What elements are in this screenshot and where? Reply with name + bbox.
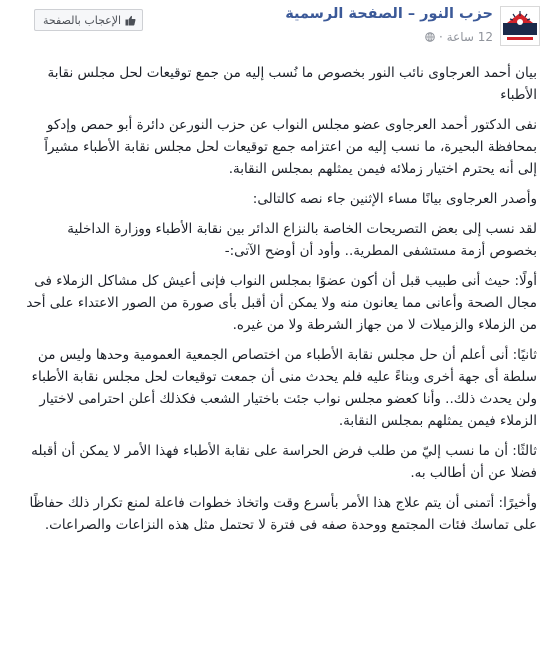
post-paragraph: نفى الدكتور أحمد العرجاوى عضو مجلس النواب عن حزب النورعن دائرة أبو حمص وإدكو بمحافظة البحيرة، ما نسب إليه من اعتزامه جمع توقيعات لحل مجلس نقابة الأطباء مشيراً إلى أنه يحترم اختيار زملائه فيمن يمثلهم بمجلس النقابة.	[44, 117, 537, 177]
post-paragraph: ثالثًا: أن ما نسب إليّ من طلب فرض الحراسة على نقابة الأطباء فهذا الأمر لا يمكن أن أقبله فضلا عن أن أطالب به.	[31, 443, 537, 481]
party-logo-icon	[501, 7, 539, 45]
post-meta	[425, 30, 493, 44]
post-paragraph: وأصدر العرجاوى بيانًا مساء الإثنين جاء نصه كالتالى:	[252, 191, 537, 207]
post-paragraph: لقد نسب إلى بعض التصريحات الخاصة بالنزاع الدائر بين نقابة الأطباء ووزارة الداخلية بخصوص أزمة مستشفى المطرية.. وأود أن أوضح الآتى:-	[67, 221, 537, 259]
post-paragraph: بيان أحمد العرجاوى نائب النور بخصوص ما نُسب إليه من جمع توقيعات لحل مجلس نقابة الأطباء	[47, 65, 537, 103]
meta-separator: ·	[438, 30, 443, 44]
post-paragraph: ثانيًا: أنى أعلم أن حل مجلس نقابة الأطباء من اختصاص الجمعية العمومية وحدها وليس من سلطة أى جهة أخرى وبناءً عليه فلم يحدث منى أن جمعت توقيعات لحل مجلس نقابة الأطباء ولن يحدث ذلك.. وأنا كعضو مجلس نواب جئت باختيار الشعب فكذلك أعلن احترامى لاختيار الزملاء فيمن يمثلهم بمجلس النقابة.	[31, 347, 537, 429]
thumbs-up-icon	[125, 15, 136, 26]
like-page-button[interactable]	[34, 9, 143, 31]
globe-icon	[425, 32, 435, 42]
page-name-link[interactable]: حزب النور – الصفحة الرسمية	[285, 6, 493, 22]
post-paragraph: وأخيرًا: أتمنى أن يتم علاج هذا الأمر بأسرع وقت واتخاذ خطوات فاعلة لمنع تكرار ذلك حفاظًا على تماسك فئات المجتمع ووحدة صفه فى فترة لا تحتمل مثل هذه النزاعات والصراعات.	[29, 495, 537, 533]
post-timestamp[interactable]: 12 ساعة	[446, 30, 493, 44]
post-header	[0, 0, 549, 56]
post-body	[25, 62, 537, 543]
like-button-label: الإعجاب بالصفحة	[43, 14, 122, 27]
page-avatar[interactable]	[500, 6, 540, 46]
post-paragraph: أولًا: حيث أنى طبيب قبل أن أكون عضوًا بمجلس النواب فإنى أعيش كل مشاكل الزملاء فى مجال الصحة وأعانى مما يعانون منه ولا يمكن أن أقبل بأى صورة من الصور الاعتداء على أحد من الزملاء والزميلات لا من جهاز الشرطة ولا من غيره.	[26, 273, 537, 333]
